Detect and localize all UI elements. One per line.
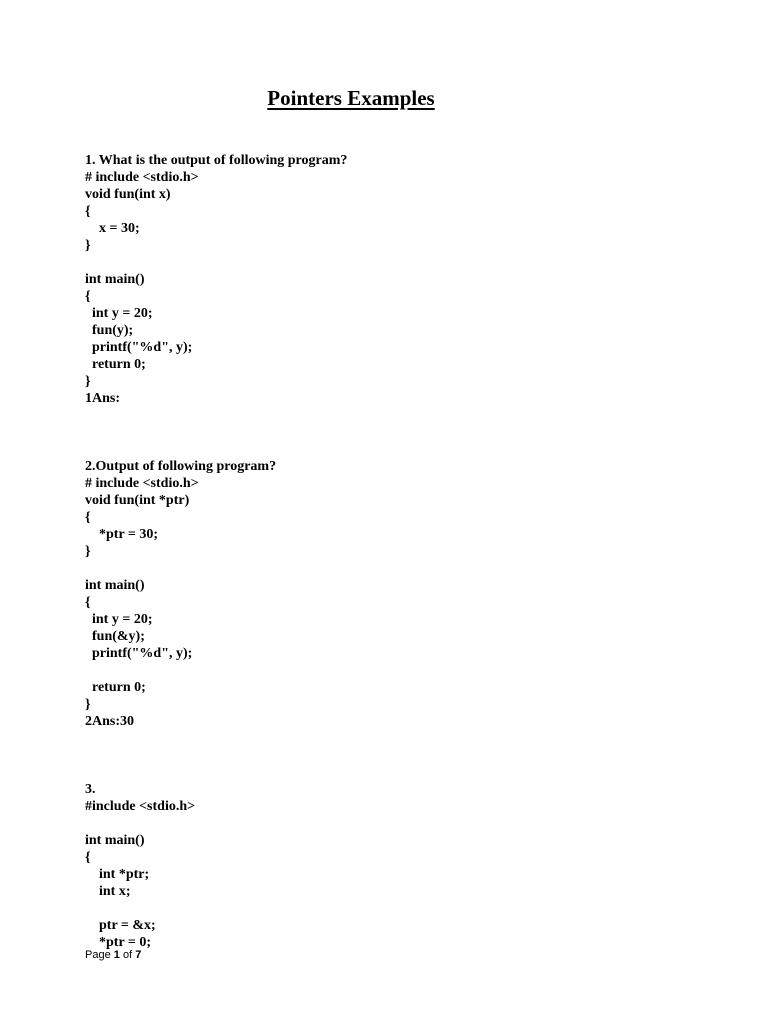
- code-line: }: [85, 697, 91, 712]
- code-line: ptr = &x;: [85, 918, 156, 933]
- of-label: of: [122, 949, 133, 961]
- spacer: [85, 730, 685, 747]
- code-line: [85, 815, 685, 832]
- code-line: [85, 662, 685, 679]
- spacer: [85, 764, 685, 781]
- code-line: fun(&y);: [85, 629, 145, 644]
- code-line: int x;: [85, 884, 131, 899]
- code-line: {: [85, 289, 91, 304]
- question-2: [85, 458, 685, 730]
- answer-line: 2Ans:30: [85, 714, 135, 729]
- code-line: #include <stdio.h>: [85, 799, 196, 814]
- spacer: [85, 747, 685, 764]
- code-line: # include <stdio.h>: [85, 476, 199, 491]
- code-line: fun(y);: [85, 323, 134, 338]
- code-line: return 0;: [85, 357, 146, 372]
- question-1: [85, 152, 685, 407]
- spacer: [85, 424, 685, 441]
- code-line: 1. What is the output of following program?: [85, 153, 348, 168]
- page-footer: [85, 949, 141, 961]
- code-line: printf("%d", y);: [85, 646, 193, 661]
- spacer: [85, 441, 685, 458]
- code-line: *ptr = 0;: [85, 935, 152, 950]
- code-line: [85, 900, 685, 917]
- code-line: 2.Output of following program?: [85, 459, 277, 474]
- code-line: int *ptr;: [85, 867, 150, 882]
- code-line: 3.: [85, 782, 96, 797]
- code-line: void fun(int *ptr): [85, 493, 190, 508]
- code-line: [85, 560, 685, 577]
- code-line: *ptr = 30;: [85, 527, 159, 542]
- code-line: {: [85, 850, 91, 865]
- code-line: {: [85, 510, 91, 525]
- current-page-number: 1: [113, 949, 120, 961]
- page-title: Pointers Examples: [267, 86, 435, 110]
- code-line: int main(): [85, 578, 145, 593]
- code-line: # include <stdio.h>: [85, 170, 199, 185]
- total-pages-number: 7: [135, 949, 142, 961]
- code-line: }: [85, 544, 91, 559]
- page-label: Page: [85, 949, 111, 961]
- code-line: return 0;: [85, 680, 146, 695]
- code-line: {: [85, 204, 91, 219]
- code-line: void fun(int x): [85, 187, 171, 202]
- question-3: [85, 781, 685, 951]
- document-body: [85, 152, 685, 951]
- code-line: printf("%d", y);: [85, 340, 193, 355]
- code-line: }: [85, 238, 91, 253]
- code-line: int y = 20;: [85, 306, 153, 321]
- code-line: int main(): [85, 272, 145, 287]
- code-line: x = 30;: [85, 221, 140, 236]
- spacer: [85, 407, 685, 424]
- code-line: }: [85, 374, 91, 389]
- code-line: int y = 20;: [85, 612, 153, 627]
- answer-line: 1Ans:: [85, 391, 121, 406]
- code-line: int main(): [85, 833, 145, 848]
- code-line: {: [85, 595, 91, 610]
- code-line: [85, 254, 685, 271]
